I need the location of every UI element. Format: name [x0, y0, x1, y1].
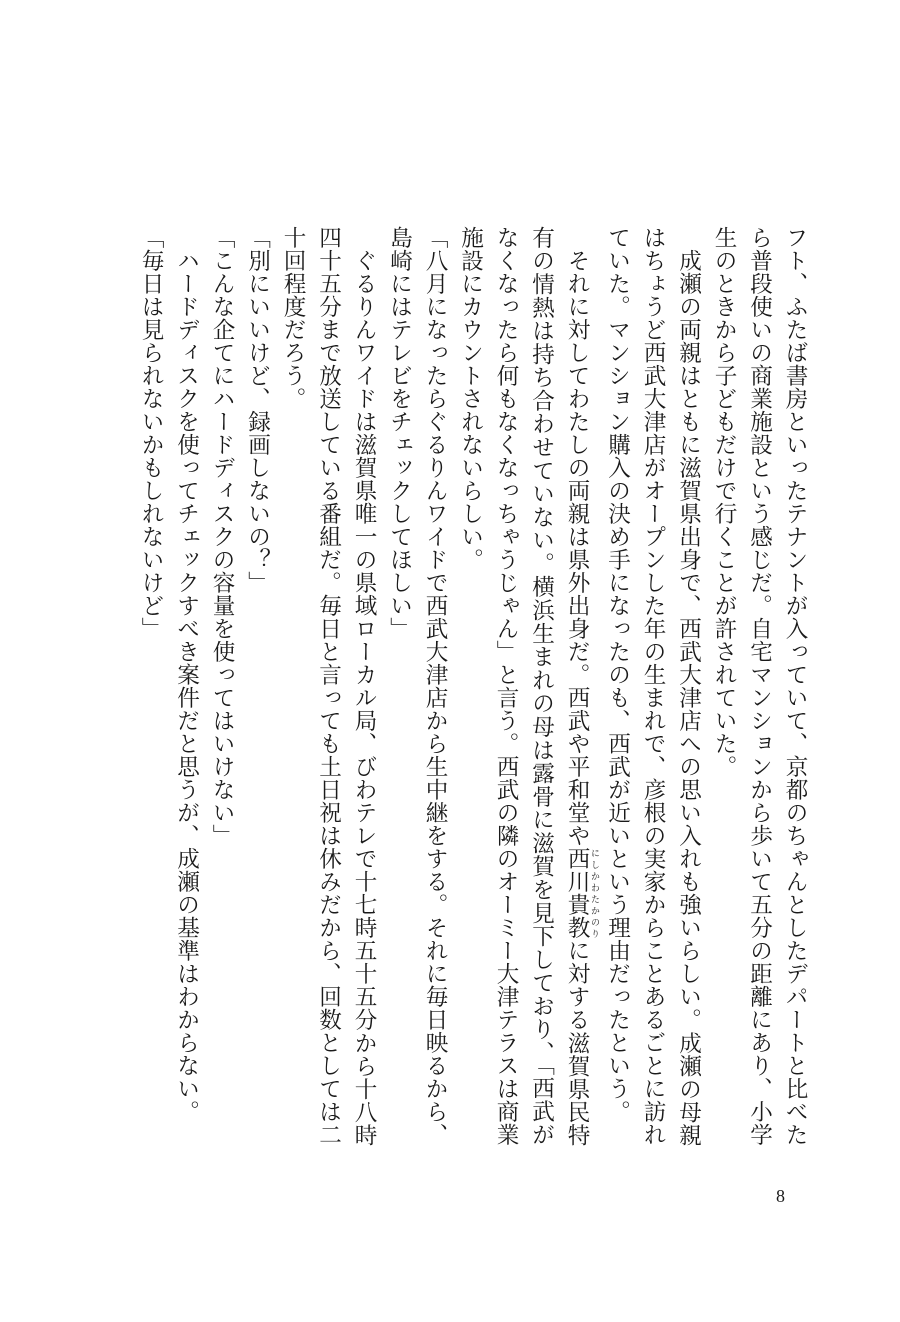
paragraph-8: ハードディスクを使ってチェックすべき案件だと思うが、成瀬の基準はわからない。	[173, 248, 200, 1123]
ruby-reading: にしかわたかのり	[589, 846, 599, 939]
dialogue-line-1: 「八月になったらぐるりんワイドで西武大津店から生中継をする。それに毎日映るから、島崎にはテレビをチェックしてほしい」	[386, 226, 448, 1146]
ruby-nishikawa-takanori	[564, 846, 599, 939]
paragraph-2: 成瀬の両親はともに滋賀県出身で、西武大津店への思い入れも強いらしい。成瀬の母親はちょうど西武大津店がオープンした年の生まれで、彦根の実家からことあるごとに訪れていた。マンション購入の決め手になったのも、西武が近いという理由だったという。	[604, 226, 702, 1146]
paragraph-3-after-ruby: に対する滋賀県民特有の情熱は持ち合わせていない。横浜生まれの母は露骨に滋賀を見下しており、「西武がなくなったら何もなくなっちゃうじゃん」と言う。西武の隣のオーミー大津テラスは商業施設にカウントされないらしい。	[457, 226, 590, 1147]
dialogue-line-3: 「こんな企てにハードディスクの容量を使ってはいけない」	[209, 226, 235, 847]
paragraph-5: ぐるりんワイドは滋賀県唯一の県域ローカル局、びわテレで十七時五十五分から十八時四十五分まで放送している番組だ。毎日と言っても土日祝は休みだから、回数としては二十回程度だろう。	[280, 226, 377, 1146]
paragraph-1: フト、ふたば書房といったテナントが入っていて、京都のちゃんとしたデパートと比べたら普段使いの商業施設という感じだ。自宅マンションから歩いて五分の距離にあり、小学生のときから子どもだけで行くことが許されていた。	[711, 226, 808, 1146]
ruby-base: 西川貴教	[564, 846, 590, 939]
paragraph-3	[452, 226, 599, 1146]
dialogue-line-4: 「毎日は見られないかもしれないけど」	[138, 226, 164, 640]
paragraph-3-before-ruby: それに対してわたしの両親は県外出身だ。西武や平和堂や	[564, 248, 590, 847]
page-number: 8	[776, 1186, 785, 1206]
vertical-text-body	[133, 226, 813, 1146]
dialogue-line-2: 「別にいいけど、録画しないの？」	[244, 226, 271, 594]
